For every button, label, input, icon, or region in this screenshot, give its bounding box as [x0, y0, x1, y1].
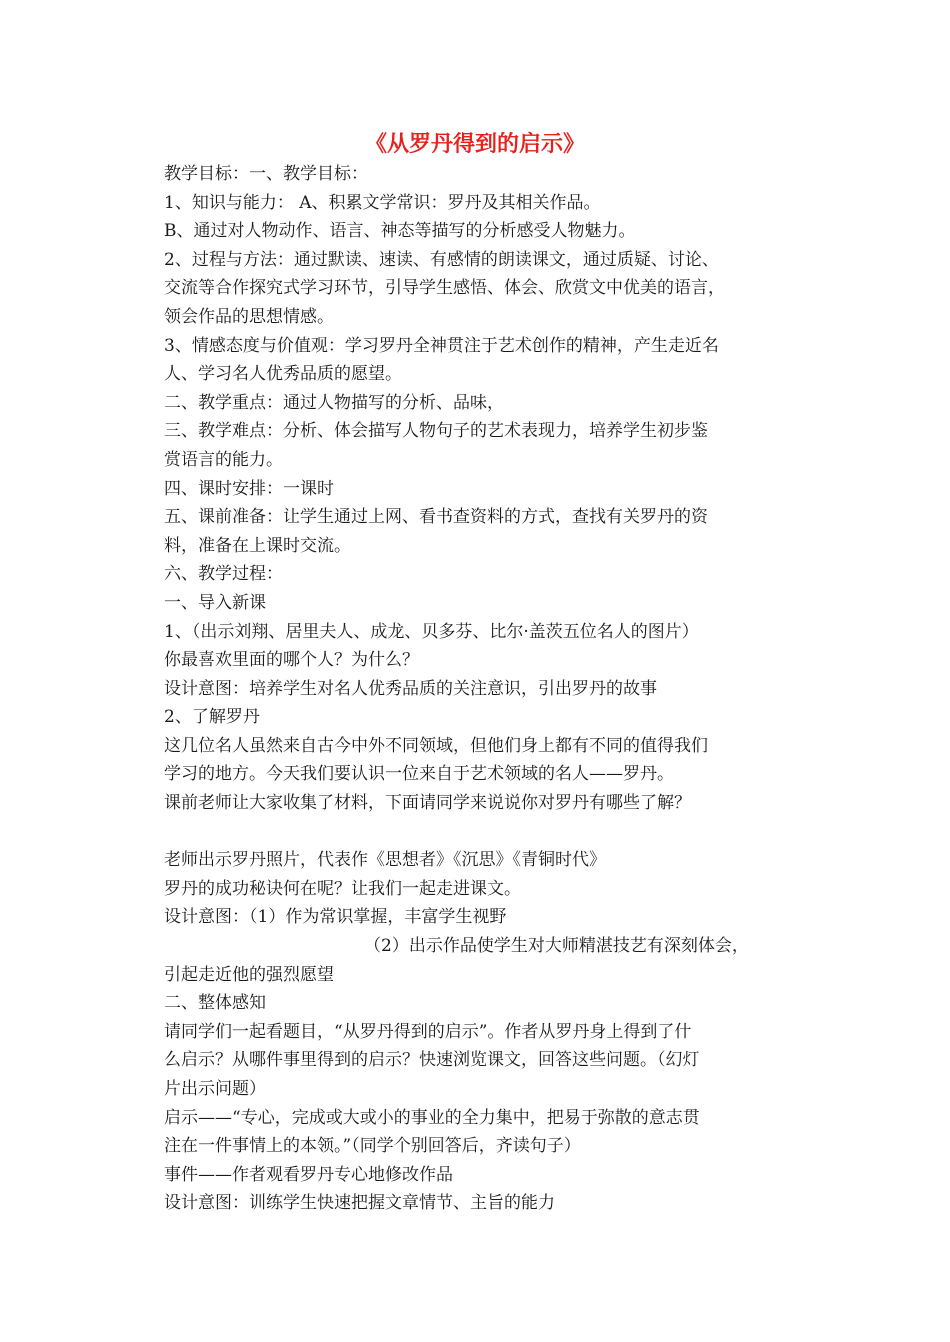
- text-line: 设计意图：培养学生对名人优秀品质的关注意识，引出罗丹的故事: [164, 678, 657, 699]
- text-line: 事件——作者观看罗丹专心地修改作品: [164, 1164, 453, 1185]
- text-line: 设计意图：训练学生快速把握文章情节、主旨的能力: [164, 1193, 555, 1214]
- text-line: 你最喜欢里面的哪个人？为什么？: [164, 650, 419, 671]
- text-line: 三、教学难点：分析、体会描写人物句子的艺术表现力，培养学生初步鉴: [164, 421, 708, 442]
- text-line: 交流等合作探究式学习环节，引导学生感悟、体会、欣赏文中优美的语言，: [164, 278, 725, 299]
- blank-line: [164, 818, 786, 847]
- text-line: 2、了解罗丹: [164, 707, 260, 728]
- text-line: 学习的地方。今天我们要认识一位来自于艺术领域的名人——罗丹。: [164, 764, 674, 785]
- text-line: 老师出示罗丹照片，代表作《思想者》《沉思》《青铜时代》: [164, 850, 606, 871]
- text-line: 料，准备在上课时交流。: [164, 535, 351, 556]
- text-line: 1、知识与能力： A、积累文学常识：罗丹及其相关作品。: [164, 192, 601, 213]
- text-line: 注在一件事情上的本领。”（同学个别回答后，齐读句子）: [164, 1136, 581, 1157]
- text-line: 一、导入新课: [164, 592, 266, 613]
- text-line: 课前老师让大家收集了材料，下面请同学来说说你对罗丹有哪些了解？: [164, 793, 691, 814]
- text-line: 二、教学重点：通过人物描写的分析、品味，: [164, 392, 504, 413]
- text-line: 片出示问题）: [164, 1079, 266, 1099]
- text-line: 二、整体感知: [164, 993, 266, 1014]
- text-line: 领会作品的思想情感。: [164, 306, 334, 327]
- text-line: 1、（出示刘翔、居里夫人、成龙、贝多芬、比尔·盖茨五位名人的图片）: [164, 621, 699, 642]
- text-line: 3、情感态度与价值观：学习罗丹全神贯注于艺术创作的精神，产生走近名: [164, 335, 719, 356]
- text-line: 么启示？从哪件事里得到的启示？快速浏览课文，回答这些问题。（幻灯: [164, 1050, 700, 1071]
- text-line: 赏语言的能力。: [164, 449, 283, 470]
- document-body: [164, 160, 786, 1218]
- text-line: B、通过对人物动作、语言、神态等描写的分析感受人物魅力。: [164, 221, 636, 242]
- text-line: 五、课前准备：让学生通过上网、看书查资料的方式，查找有关罗丹的资: [164, 507, 708, 528]
- text-line: 六、教学过程：: [164, 564, 283, 585]
- text-line: 教学目标：一、教学目标：: [164, 164, 368, 184]
- text-line: 罗丹的成功秘诀何在呢？让我们一起走进课文。: [164, 878, 521, 899]
- text-line: 这几位名人虽然来自古今中外不同领域，但他们身上都有不同的值得我们: [164, 735, 708, 756]
- text-line: 人、学习名人优秀品质的愿望。: [164, 364, 402, 385]
- text-line: 2、过程与方法：通过默读、速读、有感情的朗读课文，通过质疑、讨论、: [164, 249, 719, 270]
- text-line: 设计意图：（1）作为常识掌握，丰富学生视野: [164, 907, 507, 928]
- text-line-indented: （2）出示作品使学生对大师精湛技艺有深刻体会，: [364, 936, 749, 957]
- text-line: 引起走近他的强烈愿望: [164, 964, 334, 985]
- text-line: 启示——“专心，完成或大或小的事业的全力集中，把易于弥散的意志贯: [164, 1107, 700, 1128]
- document-title: 《从罗丹得到的启示》: [364, 131, 585, 157]
- text-line: 四、课时安排：一课时: [164, 478, 334, 499]
- text-line: 请同学们一起看题目，“从罗丹得到的启示”。作者从罗丹身上得到了什: [164, 1021, 692, 1042]
